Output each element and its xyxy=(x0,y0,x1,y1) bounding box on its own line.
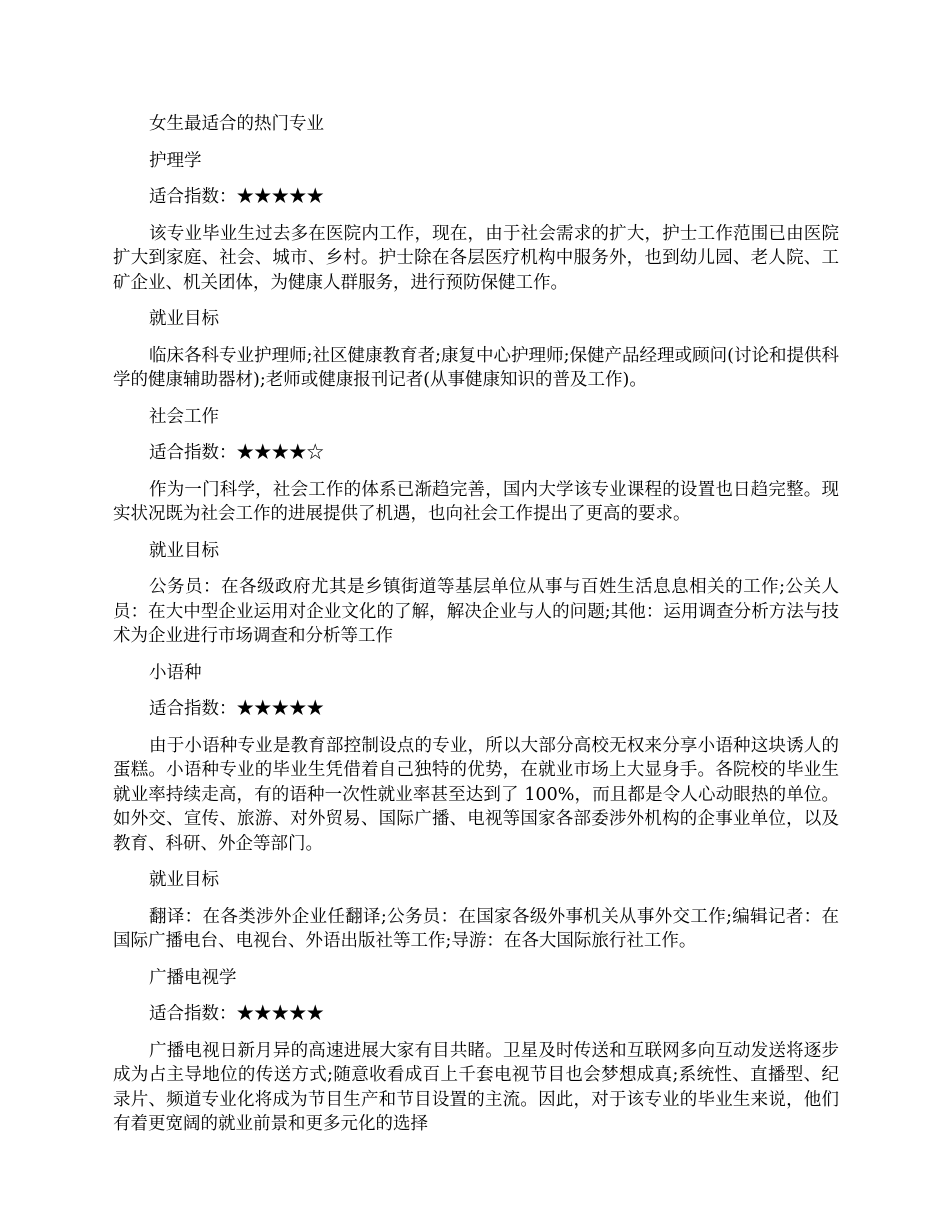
major-heading-social-work: 社会工作 xyxy=(149,406,219,427)
description-broadcasting: 广播电视日新月异的高速进展大家有目共睹。卫星及时传送和互联网多向互动发送将逐步成为占主导地位的传送方式;随意收看成百上千套电视节目也会梦想成真;系统性、直播型、纪录片、频道专业化将成为节目生产和节目设置的主流。因此，对于该专业的毕业生来说，他们有着更宽阔的就业前景和更多元化的选择 xyxy=(113,1040,839,1134)
goal-heading-social-work: 就业目标 xyxy=(149,540,219,561)
rating-broadcasting: 适合指数：★★★★★ xyxy=(149,1004,324,1024)
description-social-work: 作为一门科学，社会工作的体系已渐趋完善，国内大学该专业课程的设置也日趋完整。现实状况既为社会工作的进展提供了机遇，也向社会工作提出了更高的要求。 xyxy=(113,479,839,524)
rating-nursing: 适合指数：★★★★★ xyxy=(149,187,324,207)
document-title: 女生最适合的热门专业 xyxy=(149,114,324,134)
major-heading-nursing: 护理学 xyxy=(149,150,202,171)
goal-heading-minor-languages: 就业目标 xyxy=(149,870,219,890)
description-nursing: 该专业毕业生过去多在医院内工作，现在，由于社会需求的扩大，护士工作范围已由医院扩大到家庭、社会、城市、乡村。护士除在各层医疗机构中服务外，也到幼儿园、老人院、工矿企业、机关团体，为健康人群服务，进行预防保健工作。 xyxy=(113,223,839,293)
description-minor-languages: 由于小语种专业是教育部控制设点的专业，所以大部分高校无权来分享小语种这块诱人的蛋糕。小语种专业的毕业生凭借着自己独特的优势，在就业市场上大显身手。各院校的毕业生就业率持续走高，有的语种一次性就业率甚至达到了 100%，而且都是令人心动眼热的单位。如外交、宣传、旅游、对外贸易、国际广播、电视等国家各部委涉外机构的企事业单位，以及教育、科研、外企等部门。 xyxy=(113,735,839,854)
rating-minor-languages: 适合指数：★★★★★ xyxy=(149,699,324,719)
goal-heading-nursing: 就业目标 xyxy=(149,309,219,329)
goal-text-minor-languages: 翻译：在各类涉外企业任翻译;公务员：在国家各级外事机关从事外交工作;编辑记者：在国际广播电台、电视台、外语出版社等工作;导游：在各大国际旅行社工作。 xyxy=(113,906,839,951)
rating-social-work: 适合指数：★★★★☆ xyxy=(149,443,324,463)
goal-text-nursing: 临床各科专业护理师;社区健康教育者;康复中心护理师;保健产品经理或顾问(讨论和提供科学的健康辅助器材);老师或健康报刊记者(从事健康知识的普及工作)。 xyxy=(113,345,839,390)
major-heading-minor-languages: 小语种 xyxy=(149,662,202,683)
goal-text-social-work: 公务员：在各级政府尤其是乡镇街道等基层单位从事与百姓生活息息相关的工作;公关人员：在大中型企业运用对企业文化的了解，解决企业与人的问题;其他：运用调查分析方法与技术为企业进行市场调查和分析等工作 xyxy=(113,577,839,646)
major-heading-broadcasting: 广播电视学 xyxy=(149,967,237,988)
document-body xyxy=(113,112,839,1149)
